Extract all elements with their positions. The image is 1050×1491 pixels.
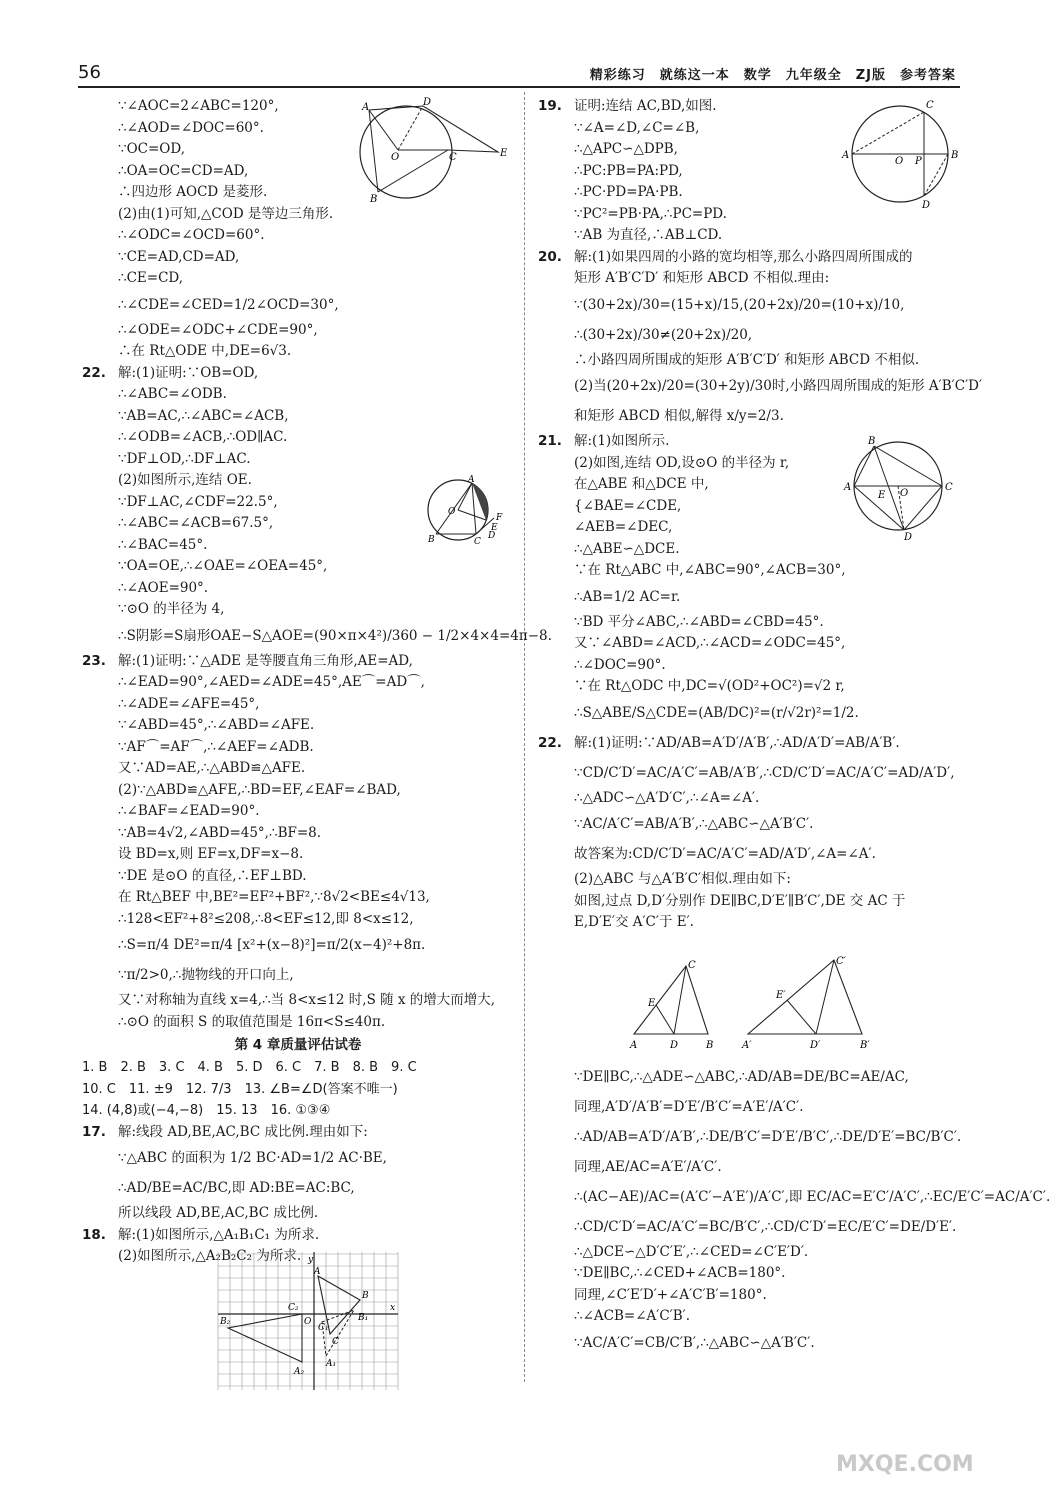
line-text: ∴在 Rt△ODE 中,DE=6√3. [118, 343, 292, 359]
solution-line [538, 582, 968, 612]
solution-line [82, 672, 514, 694]
fig-label: C [449, 152, 457, 163]
line-text: ∵DE∥BC,∴△ADE∽△ABC,∴AD/AB=DE/BC=AE/AC, [574, 1068, 909, 1085]
fig-label: D′ [810, 1040, 821, 1051]
line-text: ∵△ABC 的面积为 1/2 BC·AD=1/2 AC·BE, [118, 1150, 387, 1166]
line-text: (2)如图,连结 OD,设⊙O 的半径为 r, [574, 454, 790, 471]
line-text: ∵AB 为直径,∴AB⊥CD. [574, 227, 723, 243]
answer-row: 1. B 2. B 3. C 4. B 5. D 6. C 7. B 8. B 9. C [82, 1060, 417, 1075]
solution-line [538, 758, 968, 788]
fig-label: y [308, 1255, 314, 1265]
line-text: ∴△DCE∽△D′C′E′,∴∠CED=∠C′E′D′. [574, 1243, 809, 1260]
fig-label: D [488, 531, 496, 541]
question-number: 17. [82, 1123, 106, 1140]
line-text: ∴CD/C′D′=AC/A′C′=BC/B′C′,∴CD/C′D′=EC/E′C′=DE/D′E′. [574, 1218, 957, 1235]
fig-label: B [951, 150, 959, 161]
fig-label: P [915, 156, 922, 167]
fig-label: A [362, 102, 370, 113]
fig-label: O [304, 1317, 312, 1327]
fig-label: A [630, 1040, 638, 1051]
solution-line [538, 655, 968, 677]
solution-line [538, 1122, 968, 1152]
fig-label: C [945, 482, 953, 493]
line-text: ∵DF⊥AC,∠CDF=22.5°, [118, 493, 278, 510]
line-text: ∴OA=OC=CD=AD, [118, 162, 249, 179]
line-text: 又∵AD=AE,∴△ABD≌△AFE. [118, 760, 306, 776]
solution-line [82, 694, 514, 716]
line-text: ∴AB=1/2 AC=r. [574, 588, 681, 605]
solution-line [538, 1242, 968, 1264]
solution-line [538, 371, 983, 401]
line-text: ∵∠AOC=2∠ABC=120°, [118, 98, 279, 114]
line-text: ∴四边形 AOCD 是菱形. [118, 184, 268, 200]
line-text: 证明:连结 AC,BD,如图. [574, 98, 717, 114]
solution-line [82, 384, 514, 406]
question-number: 21. [538, 433, 562, 449]
solution-line [538, 869, 968, 891]
line-text: ∴∠BAF=∠EAD=90°. [118, 803, 260, 819]
fig-label: D [922, 200, 931, 211]
line-text: ∵CD/C′D′=AC/A′C′=AB/A′B′,∴CD/C′D′=AC/A′C′=AD/A′D′, [574, 764, 955, 781]
line-text: E,D′E′交 A′C′于 E′. [574, 914, 694, 930]
solution-line [82, 247, 514, 269]
page-number: 56 [78, 62, 101, 83]
fig-label: E [878, 490, 886, 501]
solution-line [82, 449, 514, 471]
solution-line [82, 341, 514, 363]
fig-label: C₂ [288, 1303, 299, 1313]
line-text: ∵(30+2x)/30=(15+x)/15,(20+2x)/20=(10+x)/10, [574, 296, 905, 313]
line-text: (2)由(1)可知,△COD 是等边三角形. [118, 205, 334, 222]
question-number: 22. [538, 734, 562, 751]
question-number: 19. [538, 98, 562, 114]
solution-line [538, 698, 968, 728]
fig-label: B [706, 1040, 714, 1051]
line-text: 又∵对称轴为直线 x=4,∴当 8<x≤12 时,S 随 x 的增大而增大, [118, 992, 496, 1008]
triangle-abc-prime [748, 960, 862, 1034]
fig-label: B [370, 194, 378, 205]
left-after-lines [82, 1122, 514, 1268]
fig-label: C′ [836, 956, 846, 967]
solution-line [82, 406, 514, 428]
solution-line [538, 247, 968, 269]
solution-line [82, 758, 514, 780]
line-text: ∴∠EAD=90°,∠AED=∠ADE=45°,AE⌒=AD⌒, [118, 674, 425, 690]
fig-label: B′ [860, 1040, 870, 1051]
running-header: 精彩练习 就练这一本 数学 九年级全 ZJ版 参考答案 [589, 68, 956, 83]
fig-label: C [688, 960, 696, 971]
solution-line [538, 633, 968, 655]
solution-line [538, 1263, 968, 1285]
line-text: ∴∠CDE=∠CED=1/2∠OCD=30°, [118, 296, 339, 313]
fig-label: B [362, 1291, 369, 1301]
solution-line [538, 320, 968, 350]
fig-label: x [390, 1303, 396, 1313]
line-text: 如图,过点 D,D′分别作 DE∥BC,D′E′∥B′C′,DE 交 AC 于 [574, 892, 906, 909]
solution-line [82, 960, 514, 990]
fig-label: C₁ [318, 1323, 329, 1333]
fig-label: C [926, 100, 934, 111]
solution-line [82, 737, 514, 759]
solution-line [82, 930, 514, 960]
line-text: 所以线段 AD,BE,AC,BC 成比例. [118, 1205, 319, 1221]
solution-line [82, 909, 514, 931]
header-rule [78, 86, 960, 88]
line-text: ∴∠ODB=∠ACB,∴OD∥AC. [118, 429, 288, 445]
solution-line [538, 839, 968, 869]
fig-label: B₂ [220, 1317, 231, 1327]
solution-line [538, 612, 968, 634]
solution-line [82, 268, 514, 290]
line-text: ∴△ABE∽△DCE. [574, 540, 680, 557]
line-text: 解:线段 AD,BE,AC,BC 成比例.理由如下: [118, 1123, 368, 1140]
line-text: ∵AB=AC,∴∠ABC=∠ACB, [118, 407, 289, 424]
line-text: ∴∠ACB=∠A′C′B′. [574, 1308, 691, 1324]
solution-line [82, 715, 514, 737]
line-text: ∴PC·PD=PA·PB. [574, 184, 683, 200]
figure-q19-circle [840, 96, 970, 210]
line-text: ∵OC=OD, [118, 141, 185, 157]
line-text: ∴CE=CD, [118, 270, 184, 286]
line-text: ∵DE∥BC,∴∠CED+∠ACB=180°. [574, 1265, 786, 1281]
solution-line [82, 1012, 514, 1034]
line-text: 解:(1)证明:∵△ADE 是等腰直角三角形,AE=AD, [118, 652, 413, 669]
solution-line [538, 1062, 968, 1092]
solution-line [538, 350, 968, 372]
solution-line [82, 801, 514, 823]
solution-line [82, 578, 514, 600]
fig-label: A₁ [326, 1359, 337, 1369]
line-text: 解:(1)如图所示. [574, 433, 670, 449]
fig-label: D [670, 1040, 679, 1051]
line-text: ∵AC/A′C′=AB/A′B′,∴△ABC∽△A′B′C′. [574, 816, 814, 832]
question-number: 22. [82, 364, 106, 381]
line-text: ∴PC:PB=PA:PD, [574, 162, 683, 179]
line-text: 同理,A′D′/A′B′=D′E′/B′C′=A′E′/A′C′. [574, 1098, 804, 1115]
watermark: MXQE.COM [836, 1452, 974, 1477]
figure-q22-circle [414, 474, 510, 546]
line-text: ∴S=π/4 DE²=π/4 [x²+(x−8)²]=π/2(x−4)²+8π. [118, 937, 426, 953]
line-text: ∴△APC∽△DPB, [574, 141, 678, 157]
line-text: (2)如图所示,连结 OE. [118, 472, 252, 488]
solution-line [82, 621, 552, 651]
figure-q21-circle [840, 436, 960, 543]
line-text: ∵AB=4√2,∠ABD=45°,∴BF=8. [118, 824, 322, 841]
line-text: 在 Rt△BEF 中,BE²=EF²+BF²,∵8√2<BE≤4√13, [118, 889, 430, 905]
fig-label: O [895, 156, 904, 167]
solution-line [82, 556, 514, 578]
line-text: ∴小路四周所围成的矩形 A′B′C′D′ 和矩形 ABCD 不相似. [574, 351, 920, 368]
fig-label: A [468, 475, 475, 485]
line-text: ∵DE 是⊙O 的直径,∴EF⊥BD. [118, 867, 307, 884]
line-text: ∴∠ODE=∠ODC+∠CDE=90°, [118, 321, 318, 338]
column-divider [524, 92, 525, 1382]
question-number: 20. [538, 248, 562, 265]
solution-line [82, 1122, 514, 1144]
answer-row: 14. (4,8)或(−4,−8) 15. 13 16. ①③④ [82, 1103, 331, 1118]
solution-line [538, 268, 968, 290]
fig-label: E′ [776, 990, 786, 1001]
fig-label: B [868, 436, 876, 447]
line-text: ∵在 Rt△ODC 中,DC=√(OD²+OC²)=√2 r, [574, 678, 845, 694]
fig-label: C [474, 537, 481, 547]
fig-label: O [391, 152, 400, 163]
section-title: 第 4 章质量评估试卷 [234, 1037, 362, 1053]
line-text: 矩形 A′B′C′D′ 和矩形 ABCD 不相似.理由: [574, 270, 830, 286]
line-text: ∠AEB=∠DEC, [574, 519, 673, 535]
fig-label: O [900, 488, 909, 499]
line-text: (2)如图所示,△A₂B₂C₂ 为所求. [118, 1248, 302, 1264]
question-number: 18. [82, 1226, 106, 1243]
fig-label: A₂ [294, 1367, 305, 1377]
solution-line [538, 728, 968, 758]
solution-line [82, 320, 514, 342]
line-text: 又∵∠ABD=∠ACD,∴∠ACD=∠ODC=45°, [574, 635, 846, 651]
solution-line [538, 1306, 968, 1328]
solution-line [538, 1152, 968, 1182]
solution-line [538, 401, 968, 431]
solution-line [82, 1173, 514, 1203]
solution-line [538, 290, 968, 320]
fig-label: E [500, 148, 508, 159]
solution-line [538, 1182, 1050, 1212]
line-text: ∴⊙O 的面积 S 的取值范围是 16π<S≤40π. [118, 1013, 386, 1030]
line-text: ∴△ADC∽△A′D′C′,∴∠A=∠A′. [574, 789, 760, 806]
line-text: (2)∵△ABD≌△AFE,∴BD=EF,∠EAF=∠BAD, [118, 781, 401, 798]
line-text: ∵CE=AD,CD=AD, [118, 248, 240, 265]
fig-label: C [332, 1337, 339, 1347]
fig-label: F [496, 513, 503, 523]
line-text: ∵AF⌒=AF⌒,∴∠AEF=∠ADB. [118, 738, 314, 755]
line-text: ∵DF⊥OD,∴DF⊥AC. [118, 450, 251, 467]
line-text: 解:(1)如果四周的小路的宽均相等,那么小路四周所围成的 [574, 248, 913, 265]
line-text: ∴S阴影=S扇形OAE−S△AOE=(90×π×4²)/360 − 1/2×4×4=4π−8. [118, 627, 552, 644]
fig-label: A [314, 1267, 321, 1277]
solution-line [538, 912, 968, 934]
line-text: 故答案为:CD/C′D′=AC/A′C′=AD/A′D′,∠A=∠A′. [574, 846, 876, 862]
solution-line [82, 599, 514, 621]
figure-q18-grid [218, 1252, 398, 1392]
solution-line [538, 809, 968, 839]
solution-line [82, 651, 514, 673]
fig-label: E [491, 523, 498, 533]
solution-line [538, 1328, 968, 1358]
solution-line [82, 1143, 514, 1173]
line-text: ∵∠ABD=45°,∴∠ABD=∠AFE. [118, 717, 315, 733]
solution-line [538, 1092, 968, 1122]
solution-line [82, 290, 514, 320]
solution-line [82, 204, 514, 226]
line-text: ∴∠ADE=∠AFE=45°, [118, 695, 260, 712]
solution-line [82, 225, 514, 247]
solution-line [82, 887, 514, 909]
line-text: ∴∠ODC=∠OCD=60°. [118, 227, 265, 243]
line-text: 和矩形 ABCD 相似,解得 x/y=2/3. [574, 408, 784, 424]
answer-row: 10. C 11. ±9 12. 7/3 13. ∠B=∠D(答案不唯一) [82, 1081, 398, 1097]
triangle-abc [634, 966, 708, 1034]
line-text: (2)△ABC 与△A′B′C′相似.理由如下: [574, 871, 791, 887]
line-text: ∴AD/BE=AC/BC,即 AD:BE=AC:BC, [118, 1180, 355, 1196]
solution-line [82, 844, 514, 866]
line-text: ∴∠AOD=∠DOC=60°. [118, 119, 264, 136]
solution-line [538, 1285, 968, 1307]
solution-line [82, 990, 514, 1012]
solution-line [538, 560, 968, 582]
line-text: 同理,∠C′E′D′+∠A′C′B′=180°. [574, 1286, 767, 1303]
solution-line [538, 891, 968, 913]
line-text: ∵⊙O 的半径为 4, [118, 601, 225, 617]
line-text: ∵BD 平分∠ABC,∴∠ABD=∠CBD=45°. [574, 613, 824, 630]
solution-line [538, 788, 968, 810]
line-text: 解:(1)证明:∵AD/AB=A′D′/A′B′,∴AD/A′D′=AB/A′B′. [574, 734, 900, 751]
line-text: ∴S△ABE/S△CDE=(AB/DC)²=(r/√2r)²=1/2. [574, 704, 859, 721]
line-text: {∠BAE=∠CDE, [574, 497, 682, 514]
solution-line [82, 823, 514, 845]
line-text: ∴∠AOE=90°. [118, 579, 209, 596]
solution-line [538, 225, 968, 247]
fig-label: E [648, 998, 656, 1009]
line-text: 在△ABE 和△DCE 中, [574, 476, 709, 492]
line-text: ∴AD/AB=A′D′/A′B′,∴DE/B′C′=D′E′/B′C′,∴DE/D′E′=BC/B′C′. [574, 1128, 962, 1145]
line-text: ∵∠A=∠D,∠C=∠B, [574, 119, 700, 136]
fig-label: A [844, 482, 852, 493]
solution-line [82, 1225, 514, 1247]
solution-line [82, 780, 514, 802]
line-text: ∴∠DOC=90°. [574, 656, 666, 673]
line-text: ∴(30+2x)/30≠(20+2x)/20, [574, 326, 753, 343]
line-text: ∴(AC−AE)/AC=(A′C′−A′E′)/A′C′,即 EC/AC=E′C′/A′C′,∴EC/E′C′=AC/A′C′. [574, 1188, 1050, 1205]
fig-label: A [842, 150, 850, 161]
line-text: ∵π/2>0,∴抛物线的开口向上, [118, 967, 294, 983]
figure-q22-triangles [626, 956, 886, 1052]
right-column [538, 96, 1050, 1358]
line-text: 设 BD=x,则 EF=x,DF=x−8. [118, 846, 304, 862]
fig-label: B₁ [358, 1313, 369, 1323]
line-text: ∵AC/A′C′=CB/C′B′,∴△ABC∽△A′B′C′. [574, 1334, 815, 1351]
solution-line [82, 1203, 514, 1225]
line-text: ∵在 Rt△ABC 中,∠ABC=90°,∠ACB=30°, [574, 562, 846, 578]
solution-line [538, 676, 968, 698]
fig-label: B [428, 535, 435, 545]
figure-q21-rhombus [356, 96, 516, 204]
line-text: (2)当(20+2x)/20=(30+2y)/30时,小路四周所围成的矩形 A′B′C′D′ [574, 378, 983, 394]
line-text: 解:(1)如图所示,△A₁B₁C₁ 为所求. [118, 1226, 320, 1243]
line-text: ∵PC²=PB·PA,∴PC=PD. [574, 205, 727, 222]
fig-label: D [423, 97, 432, 108]
solution-line [82, 866, 514, 888]
line-text: 解:(1)证明:∵OB=OD, [118, 364, 259, 381]
fig-label: D [904, 532, 913, 543]
line-text: ∴∠ABC=∠ACB=67.5°, [118, 515, 274, 531]
fig-label: A′ [742, 1040, 752, 1051]
line-text: 同理,AE/AC=A′E′/A′C′. [574, 1158, 722, 1175]
fig-label: O [448, 507, 456, 517]
solution-line [538, 1212, 968, 1242]
solution-line [82, 427, 514, 449]
right-after-lines [538, 1062, 1050, 1358]
line-text: ∵OA=OE,∴∠OAE=∠OEA=45°, [118, 558, 328, 574]
line-text: ∴∠ABC=∠ODB. [118, 386, 227, 402]
solution-line [82, 363, 514, 385]
question-number: 23. [82, 652, 106, 669]
line-text: ∴∠BAC=45°. [118, 536, 208, 553]
line-text: ∴128<EF²+8²≤208,∴8<EF≤12,即 8<x≤12, [118, 910, 414, 927]
